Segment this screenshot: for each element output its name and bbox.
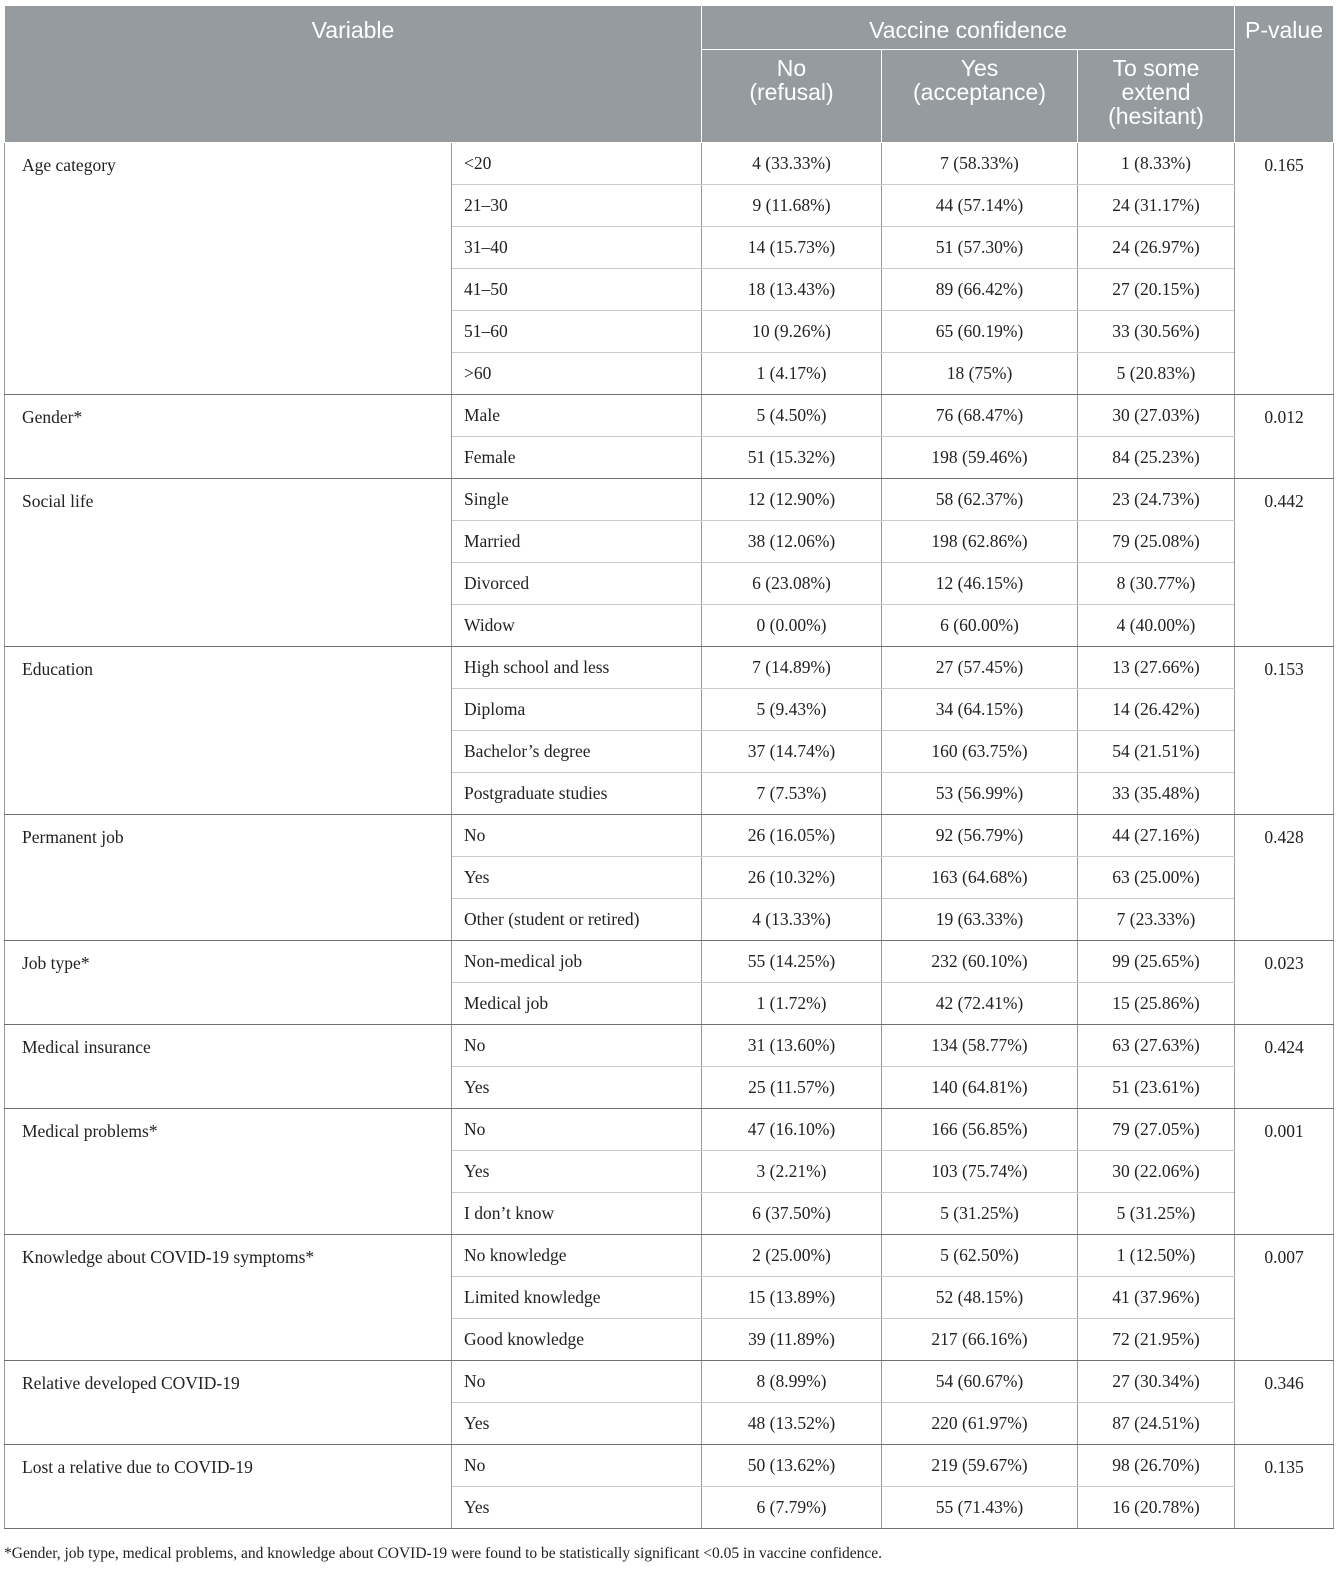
no-refusal-cell: 12 (12.90%) bbox=[702, 479, 882, 521]
category-cell: Married bbox=[452, 521, 702, 563]
variable-name: Relative developed COVID-19 bbox=[5, 1361, 452, 1445]
table-row bbox=[5, 143, 1334, 185]
yes-acceptance-cell: 198 (62.86%) bbox=[882, 521, 1078, 563]
yes-acceptance-cell: 44 (57.14%) bbox=[882, 185, 1078, 227]
hesitant-cell: 72 (21.95%) bbox=[1078, 1319, 1235, 1361]
category-cell: Limited knowledge bbox=[452, 1277, 702, 1319]
no-refusal-cell: 7 (14.89%) bbox=[702, 647, 882, 689]
no-refusal-cell: 26 (16.05%) bbox=[702, 815, 882, 857]
no-refusal-cell: 47 (16.10%) bbox=[702, 1109, 882, 1151]
hesitant-cell: 79 (25.08%) bbox=[1078, 521, 1235, 563]
hesitant-cell: 51 (23.61%) bbox=[1078, 1067, 1235, 1109]
header-to-some-extend-hesitant: To some extend (hesitant) bbox=[1078, 50, 1235, 143]
hesitant-cell: 23 (24.73%) bbox=[1078, 479, 1235, 521]
table-row bbox=[5, 1109, 1334, 1151]
variable-name: Knowledge about COVID-19 symptoms* bbox=[5, 1235, 452, 1361]
category-cell: >60 bbox=[452, 353, 702, 395]
hesitant-cell: 7 (23.33%) bbox=[1078, 899, 1235, 941]
no-refusal-cell: 25 (11.57%) bbox=[702, 1067, 882, 1109]
no-refusal-cell: 4 (33.33%) bbox=[702, 143, 882, 185]
p-value-cell: 0.001 bbox=[1235, 1109, 1334, 1235]
hesitant-cell: 5 (20.83%) bbox=[1078, 353, 1235, 395]
no-refusal-cell: 10 (9.26%) bbox=[702, 311, 882, 353]
table-row bbox=[5, 815, 1334, 857]
hesitant-cell: 33 (35.48%) bbox=[1078, 773, 1235, 815]
no-refusal-cell: 9 (11.68%) bbox=[702, 185, 882, 227]
table-row bbox=[5, 941, 1334, 983]
yes-acceptance-cell: 198 (59.46%) bbox=[882, 437, 1078, 479]
hesitant-cell: 79 (27.05%) bbox=[1078, 1109, 1235, 1151]
category-cell: No bbox=[452, 1445, 702, 1487]
no-refusal-cell: 7 (7.53%) bbox=[702, 773, 882, 815]
variable-name: Gender* bbox=[5, 395, 452, 479]
category-cell: Yes bbox=[452, 1403, 702, 1445]
yes-acceptance-cell: 89 (66.42%) bbox=[882, 269, 1078, 311]
yes-acceptance-cell: 55 (71.43%) bbox=[882, 1487, 1078, 1529]
no-refusal-cell: 26 (10.32%) bbox=[702, 857, 882, 899]
yes-acceptance-cell: 53 (56.99%) bbox=[882, 773, 1078, 815]
yes-acceptance-cell: 5 (31.25%) bbox=[882, 1193, 1078, 1235]
category-cell: No bbox=[452, 815, 702, 857]
category-cell: 41–50 bbox=[452, 269, 702, 311]
hesitant-cell: 63 (25.00%) bbox=[1078, 857, 1235, 899]
yes-acceptance-cell: 160 (63.75%) bbox=[882, 731, 1078, 773]
hesitant-cell: 24 (31.17%) bbox=[1078, 185, 1235, 227]
yes-acceptance-cell: 6 (60.00%) bbox=[882, 605, 1078, 647]
yes-acceptance-cell: 58 (62.37%) bbox=[882, 479, 1078, 521]
yes-acceptance-cell: 42 (72.41%) bbox=[882, 983, 1078, 1025]
p-value-cell: 0.135 bbox=[1235, 1445, 1334, 1529]
no-refusal-cell: 15 (13.89%) bbox=[702, 1277, 882, 1319]
category-cell: No bbox=[452, 1109, 702, 1151]
yes-acceptance-cell: 54 (60.67%) bbox=[882, 1361, 1078, 1403]
p-value-cell: 0.424 bbox=[1235, 1025, 1334, 1109]
no-refusal-cell: 0 (0.00%) bbox=[702, 605, 882, 647]
category-cell: Widow bbox=[452, 605, 702, 647]
no-refusal-cell: 2 (25.00%) bbox=[702, 1235, 882, 1277]
yes-acceptance-cell: 140 (64.81%) bbox=[882, 1067, 1078, 1109]
no-refusal-cell: 51 (15.32%) bbox=[702, 437, 882, 479]
hesitant-cell: 99 (25.65%) bbox=[1078, 941, 1235, 983]
category-cell: No knowledge bbox=[452, 1235, 702, 1277]
header-yes-acceptance: Yes (acceptance) bbox=[882, 50, 1078, 143]
header-no-refusal: No (refusal) bbox=[702, 50, 882, 143]
category-cell: Divorced bbox=[452, 563, 702, 605]
no-refusal-cell: 6 (7.79%) bbox=[702, 1487, 882, 1529]
yes-acceptance-cell: 34 (64.15%) bbox=[882, 689, 1078, 731]
yes-acceptance-cell: 65 (60.19%) bbox=[882, 311, 1078, 353]
yes-acceptance-cell: 27 (57.45%) bbox=[882, 647, 1078, 689]
category-cell: I don’t know bbox=[452, 1193, 702, 1235]
category-cell: 51–60 bbox=[452, 311, 702, 353]
no-refusal-cell: 14 (15.73%) bbox=[702, 227, 882, 269]
table-row bbox=[5, 1361, 1334, 1403]
variable-name: Education bbox=[5, 647, 452, 815]
hesitant-cell: 63 (27.63%) bbox=[1078, 1025, 1235, 1067]
hesitant-cell: 13 (27.66%) bbox=[1078, 647, 1235, 689]
table-row bbox=[5, 395, 1334, 437]
category-cell: Non-medical job bbox=[452, 941, 702, 983]
category-cell: 21–30 bbox=[452, 185, 702, 227]
yes-acceptance-cell: 163 (64.68%) bbox=[882, 857, 1078, 899]
hesitant-cell: 30 (22.06%) bbox=[1078, 1151, 1235, 1193]
hesitant-cell: 98 (26.70%) bbox=[1078, 1445, 1235, 1487]
p-value-cell: 0.442 bbox=[1235, 479, 1334, 647]
hesitant-cell: 84 (25.23%) bbox=[1078, 437, 1235, 479]
yes-acceptance-cell: 220 (61.97%) bbox=[882, 1403, 1078, 1445]
category-cell: Postgraduate studies bbox=[452, 773, 702, 815]
no-refusal-cell: 1 (4.17%) bbox=[702, 353, 882, 395]
no-refusal-cell: 50 (13.62%) bbox=[702, 1445, 882, 1487]
yes-acceptance-cell: 52 (48.15%) bbox=[882, 1277, 1078, 1319]
hesitant-cell: 41 (37.96%) bbox=[1078, 1277, 1235, 1319]
category-cell: Yes bbox=[452, 1487, 702, 1529]
hesitant-cell: 1 (12.50%) bbox=[1078, 1235, 1235, 1277]
hesitant-cell: 27 (30.34%) bbox=[1078, 1361, 1235, 1403]
yes-acceptance-cell: 12 (46.15%) bbox=[882, 563, 1078, 605]
p-value-cell: 0.165 bbox=[1235, 143, 1334, 395]
variable-name: Medical problems* bbox=[5, 1109, 452, 1235]
variable-name: Medical insurance bbox=[5, 1025, 452, 1109]
no-refusal-cell: 39 (11.89%) bbox=[702, 1319, 882, 1361]
category-cell: High school and less bbox=[452, 647, 702, 689]
variable-name: Lost a relative due to COVID-19 bbox=[5, 1445, 452, 1529]
category-cell: No bbox=[452, 1025, 702, 1067]
yes-acceptance-cell: 5 (62.50%) bbox=[882, 1235, 1078, 1277]
yes-acceptance-cell: 166 (56.85%) bbox=[882, 1109, 1078, 1151]
category-cell: 31–40 bbox=[452, 227, 702, 269]
no-refusal-cell: 6 (37.50%) bbox=[702, 1193, 882, 1235]
header-vaccine-confidence: Vaccine confidence bbox=[702, 6, 1235, 50]
no-refusal-cell: 48 (13.52%) bbox=[702, 1403, 882, 1445]
table-row bbox=[5, 647, 1334, 689]
hesitant-cell: 16 (20.78%) bbox=[1078, 1487, 1235, 1529]
no-refusal-cell: 4 (13.33%) bbox=[702, 899, 882, 941]
no-refusal-cell: 31 (13.60%) bbox=[702, 1025, 882, 1067]
hesitant-cell: 8 (30.77%) bbox=[1078, 563, 1235, 605]
yes-acceptance-cell: 18 (75%) bbox=[882, 353, 1078, 395]
header-p-value: P-value bbox=[1235, 6, 1334, 143]
no-refusal-cell: 3 (2.21%) bbox=[702, 1151, 882, 1193]
variable-name: Social life bbox=[5, 479, 452, 647]
category-cell: Single bbox=[452, 479, 702, 521]
variable-name: Age category bbox=[5, 143, 452, 395]
hesitant-cell: 27 (20.15%) bbox=[1078, 269, 1235, 311]
no-refusal-cell: 38 (12.06%) bbox=[702, 521, 882, 563]
table-container bbox=[4, 5, 1333, 1529]
p-value-cell: 0.023 bbox=[1235, 941, 1334, 1025]
hesitant-cell: 5 (31.25%) bbox=[1078, 1193, 1235, 1235]
category-cell: Other (student or retired) bbox=[452, 899, 702, 941]
table-body bbox=[5, 143, 1334, 1529]
category-cell: <20 bbox=[452, 143, 702, 185]
yes-acceptance-cell: 219 (59.67%) bbox=[882, 1445, 1078, 1487]
yes-acceptance-cell: 217 (66.16%) bbox=[882, 1319, 1078, 1361]
table-row bbox=[5, 1025, 1334, 1067]
no-refusal-cell: 55 (14.25%) bbox=[702, 941, 882, 983]
no-refusal-cell: 6 (23.08%) bbox=[702, 563, 882, 605]
hesitant-cell: 30 (27.03%) bbox=[1078, 395, 1235, 437]
category-cell: Female bbox=[452, 437, 702, 479]
category-cell: Yes bbox=[452, 1151, 702, 1193]
p-value-cell: 0.012 bbox=[1235, 395, 1334, 479]
no-refusal-cell: 5 (9.43%) bbox=[702, 689, 882, 731]
yes-acceptance-cell: 134 (58.77%) bbox=[882, 1025, 1078, 1067]
category-cell: Yes bbox=[452, 1067, 702, 1109]
hesitant-cell: 54 (21.51%) bbox=[1078, 731, 1235, 773]
yes-acceptance-cell: 103 (75.74%) bbox=[882, 1151, 1078, 1193]
hesitant-cell: 14 (26.42%) bbox=[1078, 689, 1235, 731]
category-cell: Medical job bbox=[452, 983, 702, 1025]
vaccine-confidence-table bbox=[4, 5, 1334, 1529]
no-refusal-cell: 8 (8.99%) bbox=[702, 1361, 882, 1403]
variable-name: Permanent job bbox=[5, 815, 452, 941]
p-value-cell: 0.346 bbox=[1235, 1361, 1334, 1445]
category-cell: Bachelor’s degree bbox=[452, 731, 702, 773]
no-refusal-cell: 37 (14.74%) bbox=[702, 731, 882, 773]
no-refusal-cell: 18 (13.43%) bbox=[702, 269, 882, 311]
hesitant-cell: 1 (8.33%) bbox=[1078, 143, 1235, 185]
header-variable: Variable bbox=[5, 6, 702, 143]
category-cell: No bbox=[452, 1361, 702, 1403]
hesitant-cell: 44 (27.16%) bbox=[1078, 815, 1235, 857]
yes-acceptance-cell: 92 (56.79%) bbox=[882, 815, 1078, 857]
hesitant-cell: 24 (26.97%) bbox=[1078, 227, 1235, 269]
p-value-cell: 0.428 bbox=[1235, 815, 1334, 941]
category-cell: Male bbox=[452, 395, 702, 437]
table-footnote: *Gender, job type, medical problems, and knowledge about COVID-19 were found to be statistically significant <0.05 in vaccine confidence. bbox=[4, 1545, 883, 1562]
no-refusal-cell: 5 (4.50%) bbox=[702, 395, 882, 437]
p-value-cell: 0.007 bbox=[1235, 1235, 1334, 1361]
yes-acceptance-cell: 19 (63.33%) bbox=[882, 899, 1078, 941]
p-value-cell: 0.153 bbox=[1235, 647, 1334, 815]
hesitant-cell: 15 (25.86%) bbox=[1078, 983, 1235, 1025]
hesitant-cell: 87 (24.51%) bbox=[1078, 1403, 1235, 1445]
table-row bbox=[5, 479, 1334, 521]
yes-acceptance-cell: 51 (57.30%) bbox=[882, 227, 1078, 269]
variable-name: Job type* bbox=[5, 941, 452, 1025]
yes-acceptance-cell: 76 (68.47%) bbox=[882, 395, 1078, 437]
table-row bbox=[5, 1235, 1334, 1277]
yes-acceptance-cell: 7 (58.33%) bbox=[882, 143, 1078, 185]
category-cell: Yes bbox=[452, 857, 702, 899]
hesitant-cell: 33 (30.56%) bbox=[1078, 311, 1235, 353]
no-refusal-cell: 1 (1.72%) bbox=[702, 983, 882, 1025]
hesitant-cell: 4 (40.00%) bbox=[1078, 605, 1235, 647]
table-row bbox=[5, 1445, 1334, 1487]
category-cell: Diploma bbox=[452, 689, 702, 731]
category-cell: Good knowledge bbox=[452, 1319, 702, 1361]
yes-acceptance-cell: 232 (60.10%) bbox=[882, 941, 1078, 983]
